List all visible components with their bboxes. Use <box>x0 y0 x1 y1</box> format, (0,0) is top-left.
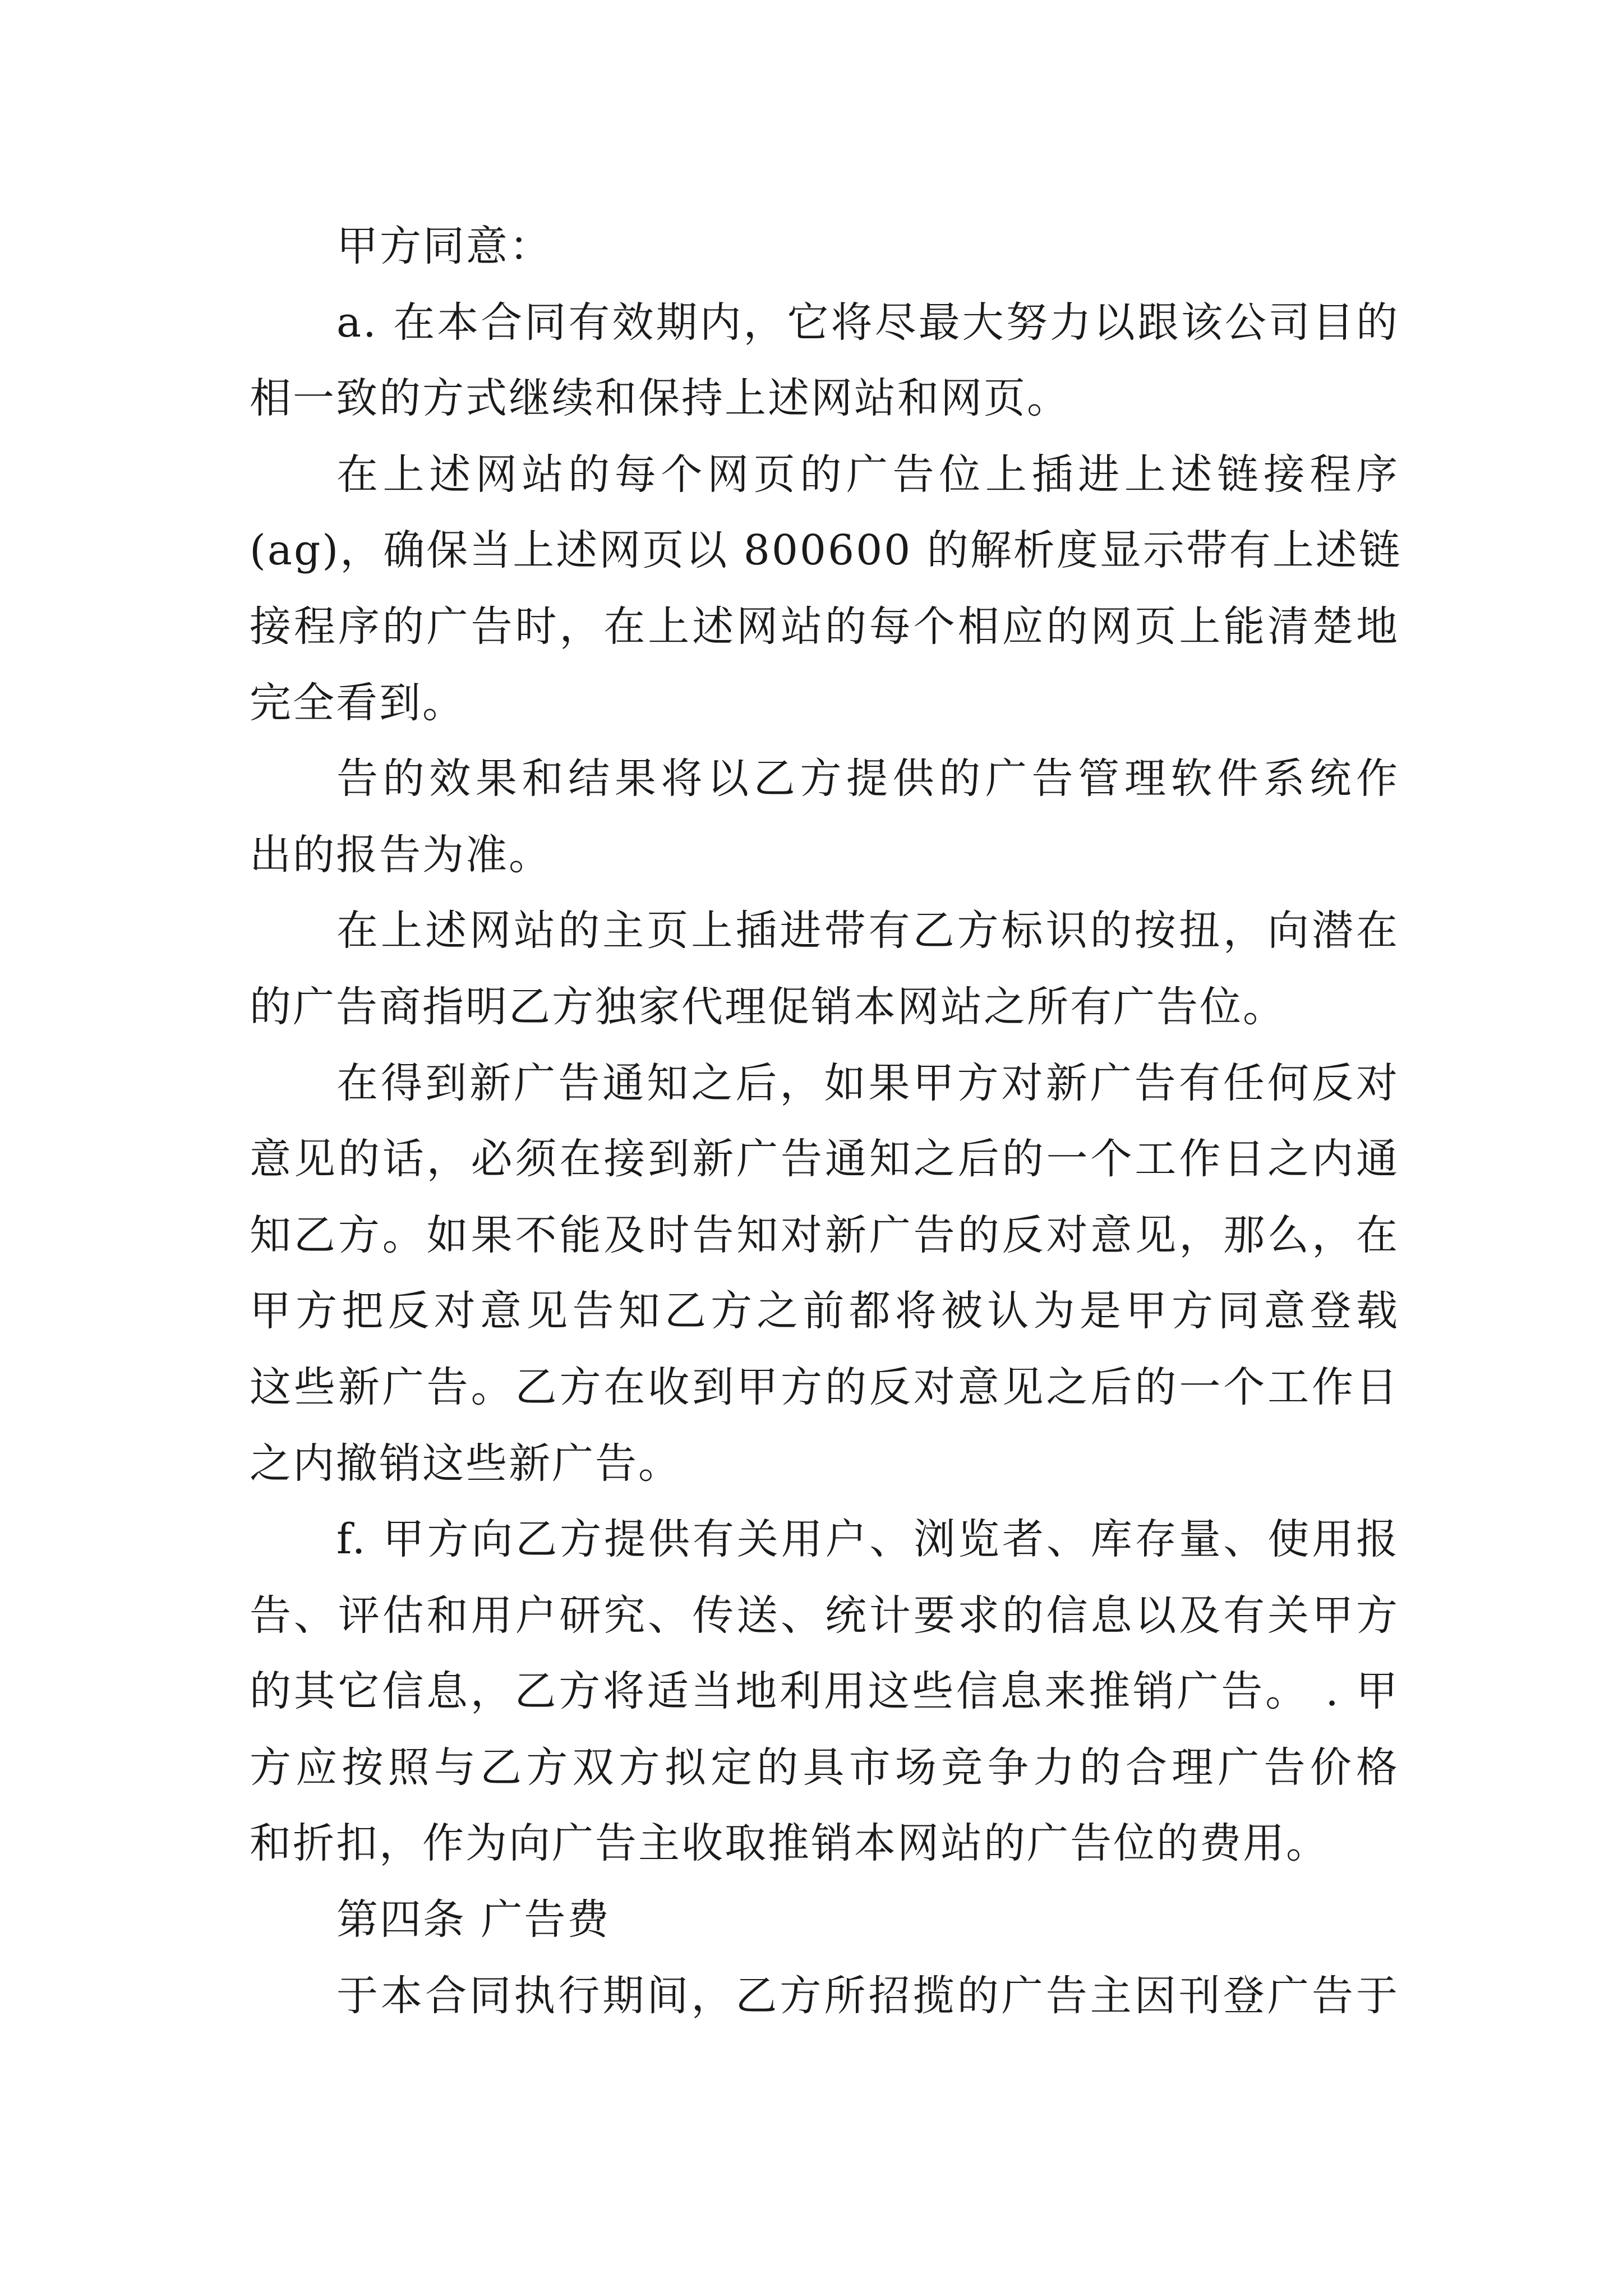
text-line: 在上述网站的每个网页的广告位上插进上述链接程序 <box>336 450 1399 499</box>
text-line: 甲方把反对意见告知乙方之前都将被认为是甲方同意登载 <box>250 1287 1399 1336</box>
paragraph-agreement-intro <box>250 209 1399 285</box>
paragraph-ad-fee <box>250 1958 1399 2035</box>
paragraph-link-program <box>250 437 1402 741</box>
text-line: a. 在本合同有效期内，它将尽最大努力以跟该公司目的 <box>336 298 1399 347</box>
text-line: 在得到新广告通知之后，如果甲方对新广告有任何反对 <box>336 1059 1399 1107</box>
text-line: 告、评估和用户研究、传送、统计要求的信息以及有关甲方 <box>250 1591 1399 1640</box>
paragraph-new-ad-objection <box>250 1046 1399 1502</box>
text-line: 甲方同意： <box>336 222 552 270</box>
text-line: (ag)，确保当上述网页以 800600 的解析度显示带有上述链 <box>250 526 1402 575</box>
text-line: 的广告商指明乙方独家代理促销本网站之所有广告位。 <box>250 982 1286 1031</box>
paragraph-homepage-button <box>250 893 1399 1045</box>
text-line: 之内撤销这些新广告。 <box>250 1439 681 1488</box>
text-line: 的其它信息，乙方将适当地利用这些信息来推销广告。 . 甲 <box>250 1667 1399 1716</box>
paragraph-ad-results <box>250 741 1399 893</box>
text-line: 第四条 广告费 <box>336 1895 611 1944</box>
text-line: 方应按照与乙方双方拟定的具市场竞争力的合理广告价格 <box>250 1743 1399 1792</box>
paragraph-clause-f <box>250 1502 1399 1882</box>
text-line: 相一致的方式继续和保持上述网站和网页。 <box>250 374 1070 423</box>
text-line: 在上述网站的主页上插进带有乙方标识的按扭，向潜在 <box>336 907 1399 955</box>
text-line: 于本合同执行期间，乙方所招揽的广告主因刊登广告于 <box>336 1971 1399 2020</box>
text-line: 知乙方。如果不能及时告知对新广告的反对意见，那么，在 <box>250 1211 1399 1259</box>
text-line: 这些新广告。乙方在收到甲方的反对意见之后的一个工作日 <box>250 1363 1399 1411</box>
article-four-heading <box>250 1882 1399 1958</box>
document-body <box>250 209 1402 2034</box>
text-line: f. 甲方向乙方提供有关用户、浏览者、库存量、使用报 <box>336 1515 1399 1564</box>
text-line: 和折扣，作为向广告主收取推销本网站的广告位的费用。 <box>250 1819 1329 1868</box>
text-line: 意见的话，必须在接到新广告通知之后的一个工作日之内通 <box>250 1135 1399 1184</box>
text-line: 出的报告为准。 <box>250 830 552 879</box>
text-line: 接程序的广告时，在上述网站的每个相应的网页上能清楚地 <box>250 602 1399 651</box>
paragraph-clause-a <box>250 285 1399 437</box>
text-line: 告的效果和结果将以乙方提供的广告管理软件系统作 <box>336 754 1399 803</box>
text-line: 完全看到。 <box>250 678 465 727</box>
